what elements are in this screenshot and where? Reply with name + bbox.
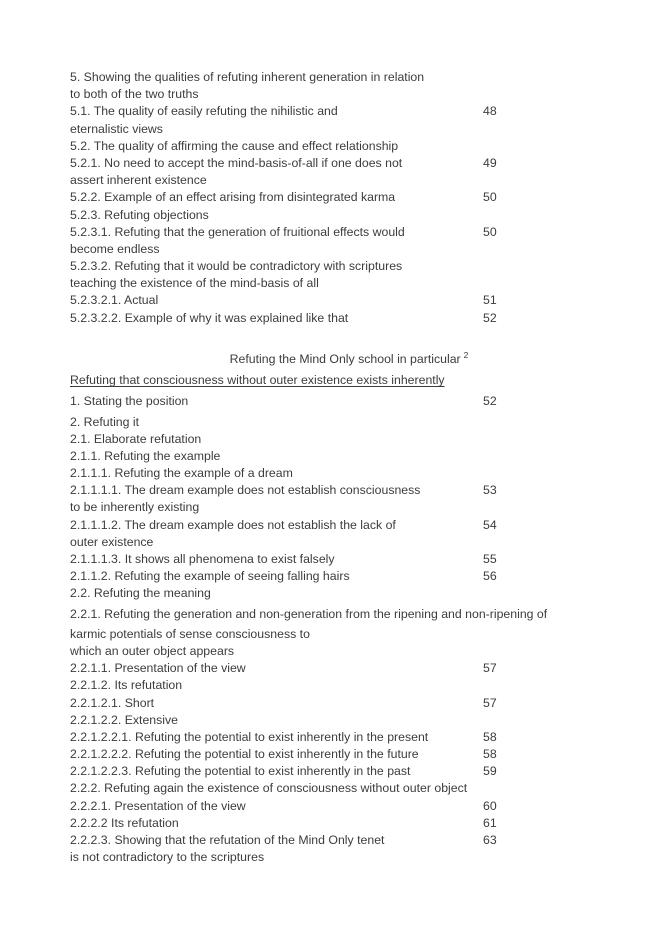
toc-entry <box>70 69 628 86</box>
toc-entry-text: 2.2.2.1. Presentation of the view <box>70 798 246 813</box>
toc-entry-text: 2.1.1. Refuting the example <box>70 448 221 463</box>
toc-entry-text: outer existence <box>70 534 154 549</box>
toc-entry <box>70 746 628 763</box>
toc-entry-text: to be inherently existing <box>70 500 200 515</box>
toc-entry <box>70 414 628 431</box>
toc-entry-text: 2.1. Elaborate refutation <box>70 431 202 446</box>
toc-entry-page-number: 51 <box>483 293 497 308</box>
toc-entry-text: 5.2.3.1. Refuting that the generation of fruitional effects would <box>70 224 405 239</box>
toc-entry-text: 5.2.2. Example of an effect arising from disintegrated karma <box>70 190 396 205</box>
toc-entry-text: 2. Refuting it <box>70 414 140 429</box>
toc-entry <box>70 660 628 677</box>
toc-entry-text: 2.2.1.1. Presentation of the view <box>70 661 246 676</box>
chapter-heading <box>70 347 628 368</box>
toc-entry <box>70 568 628 585</box>
toc-entry <box>70 815 628 832</box>
toc-entry <box>70 712 628 729</box>
toc-entry-text: eternalistic views <box>70 121 163 136</box>
toc-entry-page-number: 56 <box>483 569 497 584</box>
toc-entry-page-number: 58 <box>483 729 497 744</box>
chapter-heading-text: Refuting the Mind Only school in particular <box>229 351 461 366</box>
toc-entry-text: 5.2. The quality of affirming the cause and effect relationship <box>70 138 399 153</box>
toc-section-mind-only <box>70 393 628 866</box>
toc-entry <box>70 292 628 309</box>
toc-entry <box>70 224 628 241</box>
toc-entry-text: 2.1.1.1.2. The dream example does not establish the lack of <box>70 517 396 532</box>
toc-entry-text: karmic potentials of sense consciousness to <box>70 626 310 641</box>
toc-entry-page-number: 61 <box>483 815 497 830</box>
toc-entry-text: 2.2.1.2.2.1. Refuting the potential to exist inherently in the present <box>70 729 429 744</box>
toc-entry <box>70 832 628 849</box>
toc-entry-text: 2.2.2.3. Showing that the refutation of the Mind Only tenet <box>70 833 385 847</box>
toc-entry-text: is not contradictory to the scriptures <box>70 850 265 865</box>
toc-entry <box>70 606 628 623</box>
toc-entry-page-number: 59 <box>483 764 497 779</box>
toc-entry-text: 2.2.1. Refuting the generation and non-generation from the ripening and non-ripening of <box>70 606 548 621</box>
toc-entry-text: 5.1. The quality of easily refuting the nihilistic and <box>70 104 338 119</box>
toc-entry-text: 2.2.1.2. Its refutation <box>70 678 183 693</box>
toc-entry-page-number: 54 <box>483 517 497 532</box>
toc-entry-page-number: 55 <box>483 552 497 566</box>
toc-entry <box>70 86 628 103</box>
toc-entry-text: 2.2.1.2.2.3. Refuting the potential to exist inherently in the past <box>70 764 411 779</box>
toc-entry-page-number: 53 <box>483 483 497 498</box>
toc-entry <box>70 393 628 410</box>
toc-entry <box>70 275 628 292</box>
toc-entry-page-number: 57 <box>483 695 497 710</box>
toc-entry <box>70 448 628 465</box>
toc-entry <box>70 551 628 568</box>
toc-entry-page-number: 50 <box>483 190 497 205</box>
toc-entry <box>70 155 628 172</box>
toc-entry <box>70 258 628 275</box>
toc-entry-page-number: 50 <box>483 224 497 239</box>
toc-entry <box>70 207 628 224</box>
toc-entry-text: 5.2.1. No need to accept the mind-basis-of-all if one does not <box>70 155 403 170</box>
footnote-reference: 2 <box>463 349 469 360</box>
toc-entry <box>70 499 628 516</box>
toc-entry-page-number: 48 <box>483 104 497 119</box>
toc-entry-text: 2.2.1.2.1. Short <box>70 695 155 710</box>
toc-entry-text: 2.2.1.2.2. Extensive <box>70 712 179 727</box>
toc-entry <box>70 695 628 712</box>
toc-entry <box>70 534 628 551</box>
toc-entry <box>70 172 628 189</box>
toc-entry-text: 2.2.1.2.2.2. Refuting the potential to exist inherently in the future <box>70 747 419 762</box>
toc-entry-page-number: 60 <box>483 798 497 813</box>
toc-entry <box>70 310 628 327</box>
toc-entry-page-number: 52 <box>483 394 497 409</box>
toc-entry <box>70 849 628 866</box>
chapter-subheading: Refuting that consciousness without outer existence exists inherently <box>70 373 445 388</box>
toc-entry <box>70 729 628 746</box>
toc-entry-text: 1. Stating the position <box>70 394 189 409</box>
toc-entry-text: 5. Showing the qualities of refuting inherent generation in relation <box>70 70 425 84</box>
toc-entry <box>70 517 628 534</box>
toc-entry <box>70 431 628 448</box>
toc-entry <box>70 677 628 694</box>
toc-entry <box>70 241 628 258</box>
toc-entry-page-number: 49 <box>483 155 497 170</box>
toc-entry-text: 5.2.3.2. Refuting that it would be contradictory with scriptures <box>70 259 403 274</box>
toc-entry-text: 2.1.1.2. Refuting the example of seeing falling hairs <box>70 569 350 584</box>
toc-section-inherent-generation <box>70 69 628 327</box>
toc-entry-page-number: 58 <box>483 747 497 762</box>
toc-entry <box>70 121 628 138</box>
toc-entry-text: 5.2.3.2.2. Example of why it was explained like that <box>70 310 349 325</box>
toc-entry-page-number: 57 <box>483 661 497 676</box>
toc-entry-page-number: 63 <box>483 833 497 847</box>
toc-entry <box>70 626 628 643</box>
toc-entry <box>70 585 628 602</box>
toc-entry-text: 2.1.1.1.3. It shows all phenomena to exist falsely <box>70 552 335 566</box>
toc-entry-text: 5.2.3.2.1. Actual <box>70 293 159 308</box>
toc-entry-text: 2.1.1.1.1. The dream example does not establish consciousness <box>70 483 421 498</box>
toc-entry-text: which an outer object appears <box>70 643 235 658</box>
toc-entry <box>70 189 628 206</box>
toc-entry <box>70 482 628 499</box>
toc-entry <box>70 798 628 815</box>
toc-entry-text: become endless <box>70 241 160 256</box>
toc-entry <box>70 138 628 155</box>
toc-entry <box>70 465 628 482</box>
toc-entry-text: 2.2.2. Refuting again the existence of consciousness without outer object <box>70 781 468 796</box>
toc-entry-text: to both of the two truths <box>70 87 199 102</box>
toc-entry-text: 2.1.1.1. Refuting the example of a dream <box>70 466 293 481</box>
toc-entry-page-number: 52 <box>483 310 497 325</box>
toc-entry-text: 2.2. Refuting the meaning <box>70 586 211 601</box>
toc-entry <box>70 103 628 120</box>
toc-entry-text: 5.2.3. Refuting objections <box>70 207 209 222</box>
toc-entry <box>70 763 628 780</box>
toc-entry-text: assert inherent existence <box>70 173 207 188</box>
toc-entry-text: teaching the existence of the mind-basis of all <box>70 276 319 291</box>
toc-entry <box>70 643 628 660</box>
toc-entry <box>70 780 628 797</box>
toc-entry-text: 2.2.2.2 Its refutation <box>70 815 179 830</box>
